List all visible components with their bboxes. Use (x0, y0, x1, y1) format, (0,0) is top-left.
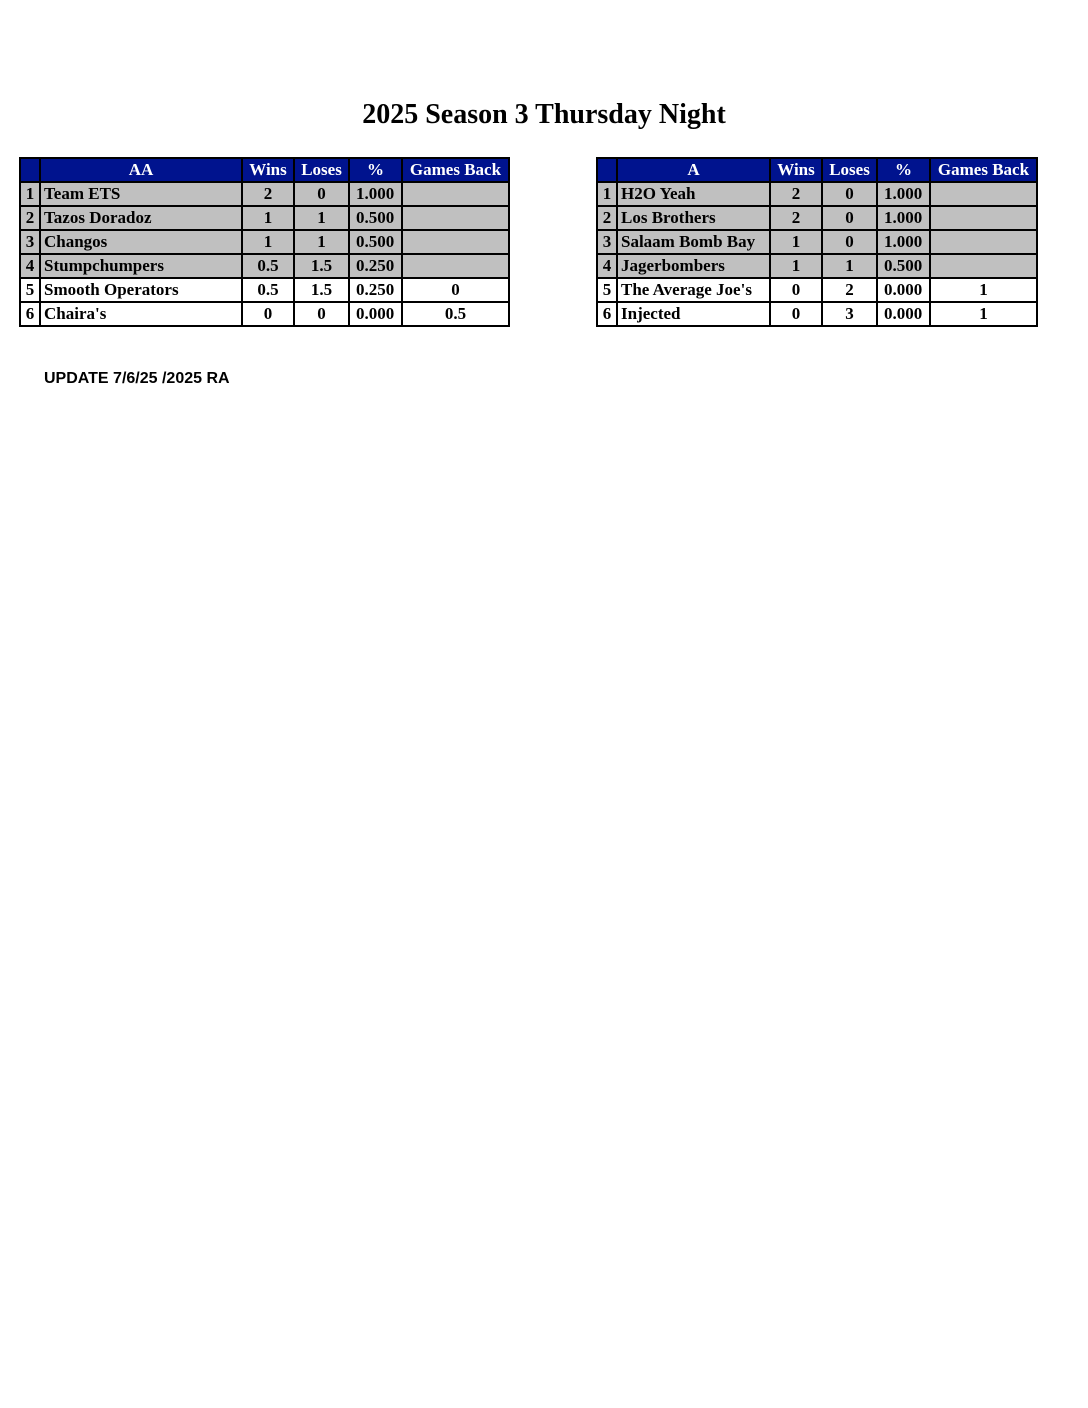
table-row (20, 230, 509, 254)
pct-cell: 0.250 (349, 278, 402, 302)
wins-cell: 2 (242, 182, 294, 206)
table-row (20, 254, 509, 278)
games-back-cell (402, 230, 509, 254)
pct-header: % (349, 158, 402, 182)
rank-cell: 5 (20, 278, 40, 302)
loses-cell: 1.5 (294, 278, 349, 302)
wins-cell: 2 (770, 182, 822, 206)
pct-cell: 1.000 (877, 206, 930, 230)
wins-cell: 0.5 (242, 278, 294, 302)
table-row (20, 182, 509, 206)
page-title: 2025 Season 3 Thursday Night (362, 99, 726, 130)
pct-cell: 0.500 (349, 230, 402, 254)
wins-cell: 1 (242, 230, 294, 254)
pct-cell: 1.000 (877, 182, 930, 206)
rank-cell: 6 (20, 302, 40, 326)
table-row (597, 182, 1037, 206)
table-row (597, 278, 1037, 302)
wins-header: Wins (242, 158, 294, 182)
rank-cell: 2 (20, 206, 40, 230)
games-back-cell (402, 206, 509, 230)
rank-cell: 4 (597, 254, 617, 278)
loses-cell: 0 (822, 230, 877, 254)
team-cell: Los Brothers (617, 206, 770, 230)
rank-cell: 3 (20, 230, 40, 254)
wins-cell: 1 (242, 206, 294, 230)
table-row (597, 206, 1037, 230)
pct-cell: 1.000 (877, 230, 930, 254)
table-row (597, 302, 1037, 326)
team-cell: Changos (40, 230, 242, 254)
standings-table-a (596, 157, 1038, 327)
update-note: UPDATE 7/6/25 /2025 RA (44, 370, 230, 387)
games-back-cell: 0 (402, 278, 509, 302)
rank-cell: 6 (597, 302, 617, 326)
team-cell: Salaam Bomb Bay (617, 230, 770, 254)
games-back-cell (930, 230, 1037, 254)
loses-cell: 1 (822, 254, 877, 278)
division-name-header: AA (40, 158, 242, 182)
loses-cell: 1 (294, 230, 349, 254)
team-cell: Jagerbombers (617, 254, 770, 278)
table-row (597, 230, 1037, 254)
team-cell: Team ETS (40, 182, 242, 206)
rank-cell: 5 (597, 278, 617, 302)
loses-cell: 0 (294, 302, 349, 326)
standings-table-aa (19, 157, 510, 327)
pct-header: % (877, 158, 930, 182)
wins-header: Wins (770, 158, 822, 182)
rank-cell: 1 (20, 182, 40, 206)
wins-cell: 0.5 (242, 254, 294, 278)
games-back-cell: 0.5 (402, 302, 509, 326)
loses-header: Loses (294, 158, 349, 182)
team-cell: Smooth Operators (40, 278, 242, 302)
table-header-row (20, 158, 509, 182)
wins-cell: 0 (770, 278, 822, 302)
team-cell: The Average Joe's (617, 278, 770, 302)
wins-cell: 0 (770, 302, 822, 326)
loses-cell: 1 (294, 206, 349, 230)
table-row (20, 302, 509, 326)
wins-cell: 0 (242, 302, 294, 326)
wins-cell: 1 (770, 254, 822, 278)
games-back-cell: 1 (930, 302, 1037, 326)
pct-cell: 0.000 (349, 302, 402, 326)
wins-cell: 1 (770, 230, 822, 254)
division-name-header: A (617, 158, 770, 182)
games-back-cell (930, 182, 1037, 206)
rank-header (597, 158, 617, 182)
table-row (597, 254, 1037, 278)
pct-cell: 0.000 (877, 278, 930, 302)
games-back-cell (402, 182, 509, 206)
team-cell: H2O Yeah (617, 182, 770, 206)
loses-cell: 0 (822, 206, 877, 230)
games-back-cell (930, 254, 1037, 278)
team-cell: Injected (617, 302, 770, 326)
loses-cell: 0 (822, 182, 877, 206)
pct-cell: 0.500 (877, 254, 930, 278)
team-cell: Tazos Doradoz (40, 206, 242, 230)
games-back-cell (930, 206, 1037, 230)
rank-cell: 1 (597, 182, 617, 206)
table-row (20, 206, 509, 230)
pct-cell: 0.000 (877, 302, 930, 326)
games-back-header: Games Back (402, 158, 509, 182)
pct-cell: 0.250 (349, 254, 402, 278)
team-cell: Stumpchumpers (40, 254, 242, 278)
rank-cell: 2 (597, 206, 617, 230)
rank-cell: 3 (597, 230, 617, 254)
table-row (20, 278, 509, 302)
loses-header: Loses (822, 158, 877, 182)
pct-cell: 0.500 (349, 206, 402, 230)
pct-cell: 1.000 (349, 182, 402, 206)
rank-header (20, 158, 40, 182)
loses-cell: 3 (822, 302, 877, 326)
loses-cell: 0 (294, 182, 349, 206)
rank-cell: 4 (20, 254, 40, 278)
games-back-cell (402, 254, 509, 278)
loses-cell: 2 (822, 278, 877, 302)
team-cell: Chaira's (40, 302, 242, 326)
games-back-header: Games Back (930, 158, 1037, 182)
wins-cell: 2 (770, 206, 822, 230)
games-back-cell: 1 (930, 278, 1037, 302)
table-header-row (597, 158, 1037, 182)
loses-cell: 1.5 (294, 254, 349, 278)
